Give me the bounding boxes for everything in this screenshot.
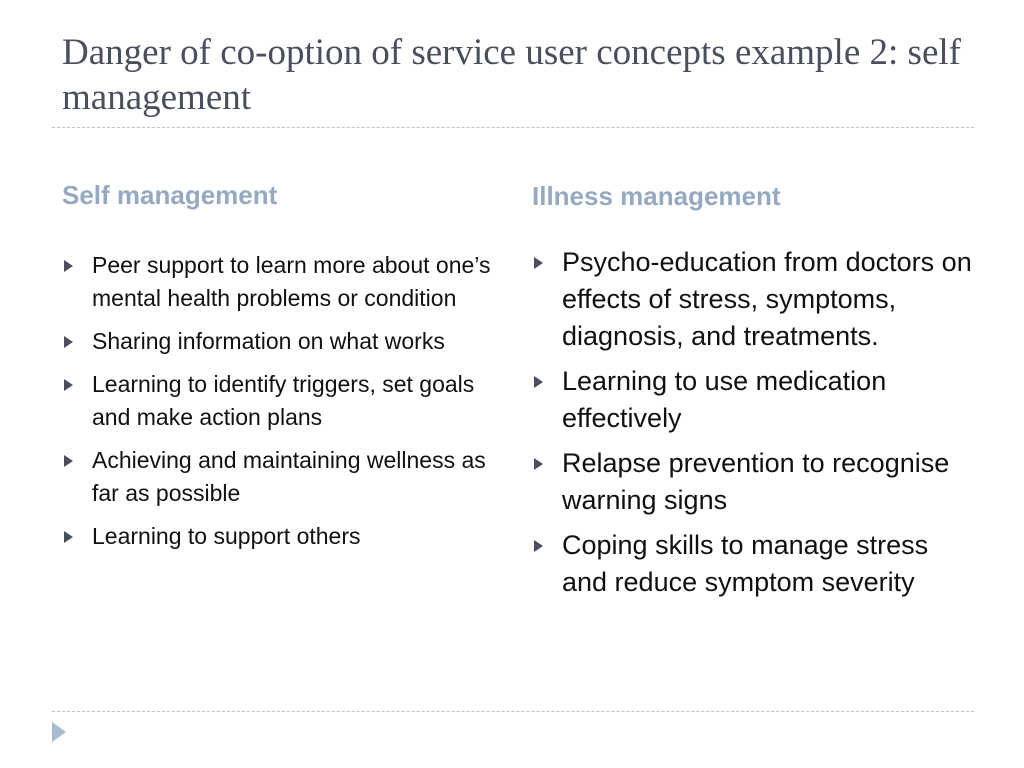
list-item [62,368,502,434]
slide-title: Danger of co-option of service user concepts example 2: self management [62,32,961,118]
list-item-text: Peer support to learn more about one’s mental health problems or condition [92,252,491,311]
triangle-bullet-icon [64,531,73,543]
list-item [62,325,502,358]
triangle-bullet-icon [534,257,543,269]
title-divider [52,127,974,128]
illness-management-list [532,244,972,609]
triangle-bullet-icon [534,540,543,552]
list-item [62,520,502,553]
triangle-bullet-icon [534,458,543,470]
list-item-text: Coping skills to manage stress and reduce symptom severity [562,530,929,597]
self-management-heading: Self management [62,180,278,210]
triangle-bullet-icon [64,379,73,391]
self-management-list [62,249,502,563]
list-item [532,527,972,601]
illness-management-heading: Illness management [532,181,781,211]
list-item-text: Relapse prevention to recognise warning signs [562,448,950,515]
triangle-bullet-icon [64,455,73,467]
triangle-bullet-icon [64,260,73,272]
list-item [62,249,502,315]
list-item [532,445,972,519]
list-item-text: Achieving and maintaining wellness as far as possible [92,447,486,506]
list-item [532,244,972,355]
list-item [532,363,972,437]
list-item-text: Psycho-education from doctors on effects of stress, symptoms, diagnosis, and treatments. [562,247,972,351]
list-item-text: Sharing information on what works [92,328,445,354]
list-item-text: Learning to use medication effectively [562,366,887,433]
footer-divider [52,711,974,712]
triangle-bullet-icon [64,336,73,348]
next-slide-arrow-icon[interactable] [52,722,66,742]
list-item [62,444,502,510]
triangle-bullet-icon [534,376,543,388]
list-item-text: Learning to identify triggers, set goals and make action plans [92,371,475,430]
list-item-text: Learning to support others [92,523,361,549]
